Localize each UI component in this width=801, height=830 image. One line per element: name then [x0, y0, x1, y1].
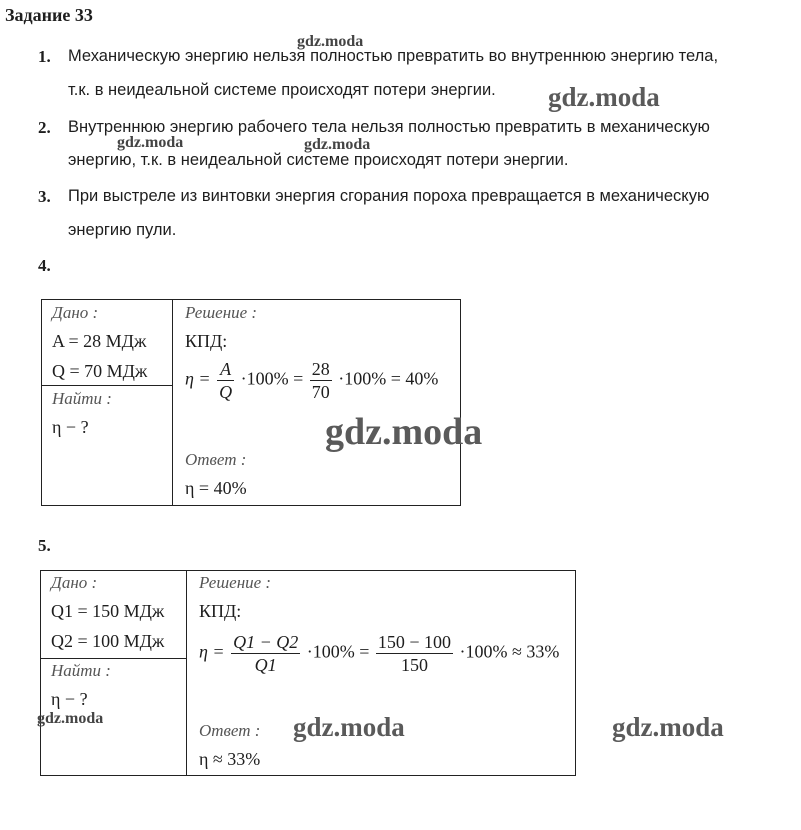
item-4-number: 4.	[38, 256, 51, 275]
item-2-line-1: Внутреннюю энергию рабочего тела нельзя полностью превратить в механическую	[68, 118, 710, 136]
item-5-number: 5.	[38, 536, 51, 555]
task4-denominator-value: 70	[311, 382, 330, 402]
task4-fraction-symbolic	[217, 358, 234, 403]
task4-eta: η =	[185, 368, 211, 389]
task5-fraction-symbolic	[231, 631, 300, 676]
task4-numerator-symbol: A	[217, 358, 234, 381]
task5-numerator-value: 150 − 100	[377, 632, 452, 652]
task5-solution-label: Решение :	[199, 573, 272, 592]
task5-given-q2: Q2 = 100 МДж	[51, 631, 165, 651]
task5-given-cell	[41, 571, 187, 659]
task4-solution-label: Решение :	[185, 303, 258, 322]
watermark: gdz.moda	[297, 33, 364, 50]
task5-find: η − ?	[51, 689, 88, 709]
watermark: gdz.moda	[304, 136, 371, 153]
task4-given-cell	[42, 300, 173, 386]
task5-mid: ·100% =	[306, 641, 370, 662]
task4-find-cell	[42, 386, 173, 506]
task4-kpd-label: КПД:	[185, 331, 228, 351]
task5-eta: η =	[199, 641, 225, 662]
item-1-line-1: Механическую энергию нельзя полностью превратить во внутреннюю энергию тела,	[68, 47, 719, 65]
task5-answer-label: Ответ :	[199, 721, 261, 740]
task5-answer: η ≈ 33%	[199, 749, 261, 769]
watermark: gdz.moda	[325, 411, 483, 453]
watermark: gdz.moda	[612, 712, 724, 742]
task4-answer-label: Ответ :	[185, 450, 247, 469]
item-3-line-1: При выстреле из винтовки энергия сгорания пороха превращается в механическую	[68, 187, 710, 205]
task4-find: η − ?	[52, 417, 89, 437]
task4-solution-cell	[173, 300, 461, 506]
task5-result: ·100% ≈ 33%	[459, 641, 560, 662]
task4-fraction-numeric	[310, 358, 332, 403]
task4-given-heat: Q = 70 МДж	[52, 361, 148, 381]
watermark: gdz.moda	[37, 710, 104, 727]
item-3-line-2: энергию пули.	[68, 221, 177, 239]
task4-table	[41, 299, 461, 506]
item-2-line-2: энергию, т.к. в неидеальной системе происходят потери энергии.	[68, 151, 569, 169]
task4-given-label: Дано :	[52, 303, 99, 322]
item-1-line-2: т.к. в неидеальной системе происходят потери энергии.	[68, 81, 496, 99]
watermark: gdz.moda	[117, 134, 184, 151]
item-1-number: 1.	[38, 47, 51, 66]
task5-fraction-numeric	[376, 631, 453, 676]
task5-formula	[199, 631, 559, 676]
task4-given-work: A = 28 МДж	[52, 331, 147, 351]
task5-table	[40, 570, 576, 776]
watermark: gdz.moda	[548, 82, 660, 112]
task4-numerator-value: 28	[311, 359, 330, 379]
task4-mid: ·100% =	[240, 368, 304, 389]
task4-result: ·100% = 40%	[338, 368, 439, 389]
item-3-number: 3.	[38, 187, 51, 206]
task5-numerator-symbol: Q1 − Q2	[233, 632, 299, 652]
task4-answer: η = 40%	[185, 478, 247, 498]
task4-denominator-symbol: Q	[219, 382, 233, 402]
task5-denominator-symbol: Q1	[254, 655, 277, 675]
watermark: gdz.moda	[293, 712, 405, 742]
task4-formula	[185, 358, 438, 403]
task5-given-label: Дано :	[51, 573, 98, 592]
page-title: Задание 33	[5, 5, 93, 25]
task5-given-q1: Q1 = 150 МДж	[51, 601, 165, 621]
task5-solution-cell	[187, 571, 576, 776]
task5-kpd-label: КПД:	[199, 601, 242, 621]
task4-find-label: Найти :	[52, 389, 112, 408]
item-2-number: 2.	[38, 118, 51, 137]
task5-find-label: Найти :	[51, 661, 111, 680]
task5-denominator-value: 150	[400, 655, 428, 675]
